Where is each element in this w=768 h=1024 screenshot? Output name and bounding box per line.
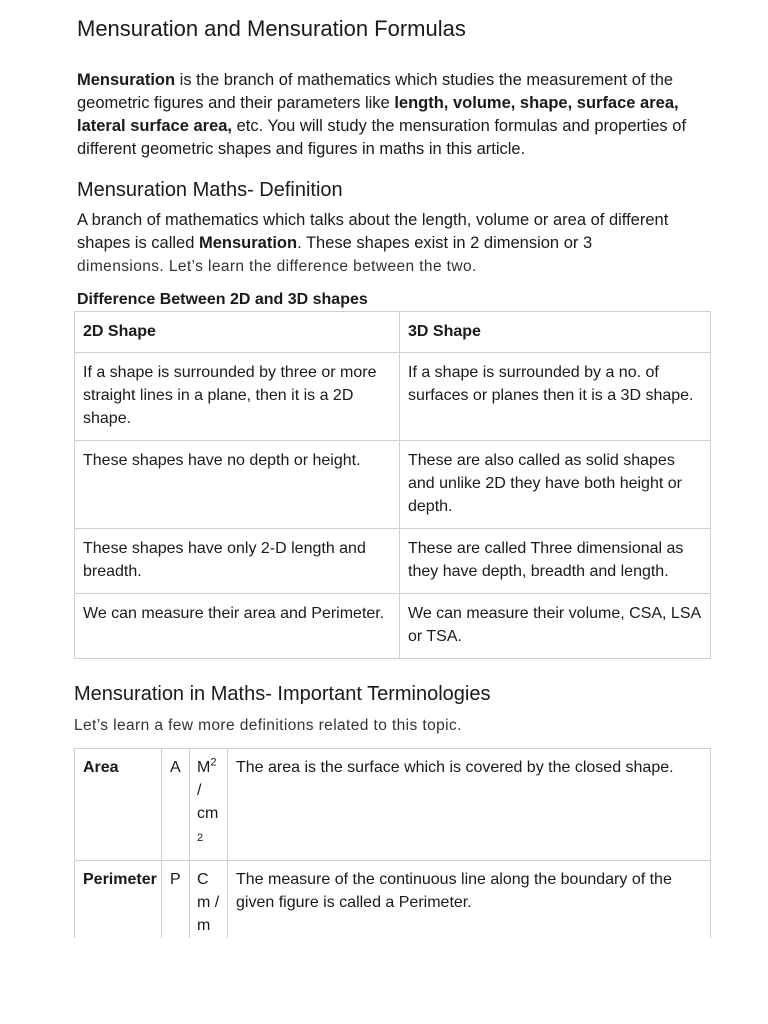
table-row: [75, 861, 711, 939]
unit-part-c: cm: [197, 805, 219, 822]
cell-3d: These are also called as solid shapes and unlike 2D they have both height or depth.: [400, 441, 711, 529]
term-symbol: P: [162, 861, 190, 939]
term-name: Area: [75, 749, 162, 861]
intro-bold-list: length, volume, shape, surface area, lateral surface area,: [77, 94, 679, 135]
difference-table-title: Difference Between 2D and 3D shapes: [77, 291, 368, 308]
cell-3d: If a shape is surrounded by a no. of surfaces or planes then it is a 3D shape.: [400, 353, 711, 441]
unit-part-a-sup: 2: [210, 756, 217, 769]
intro-term: Mensuration: [77, 71, 176, 89]
unit-part-c-sup: 2: [197, 832, 204, 844]
term-name: Perimeter: [75, 861, 162, 939]
header-2d-shape: 2D Shape: [75, 312, 400, 353]
unit-part-c: m: [197, 917, 211, 934]
definition-text-1: A branch of mathematics which talks about the length, volume or area of different shapes is called: [77, 211, 669, 252]
cell-3d: These are called Three dimensional as they have depth, breadth and length.: [400, 529, 711, 594]
page-title: Mensuration and Mensuration Formulas: [77, 16, 466, 41]
cell-3d: We can measure their volume, CSA, LSA or TSA.: [400, 594, 711, 659]
term-unit: [190, 861, 228, 939]
term-description: The measure of the continuous line along the boundary of the given figure is called a Perimeter.: [228, 861, 711, 939]
cell-2d: These shapes have no depth or height.: [75, 441, 400, 529]
table-row: [75, 441, 711, 529]
unit-part-a: M: [197, 759, 211, 776]
cell-2d: We can measure their area and Perimeter.: [75, 594, 400, 659]
table-row: [75, 594, 711, 659]
term-unit: [190, 749, 228, 861]
table-header-row: [75, 312, 711, 353]
term-description: The area is the surface which is covered by the closed shape.: [228, 749, 711, 861]
unit-part-b: /: [197, 782, 202, 799]
intro-paragraph: [77, 69, 717, 161]
definition-heading: Mensuration Maths- Definition: [77, 179, 343, 201]
definition-text-3: dimensions. Let’s learn the difference between the two.: [77, 258, 477, 275]
cell-2d: If a shape is surrounded by three or more straight lines in a plane, then it is a 2D shape.: [75, 353, 400, 441]
table-row: [75, 353, 711, 441]
difference-table: [74, 311, 711, 659]
terminologies-intro: Let’s learn a few more definitions related to this topic.: [74, 717, 462, 734]
definition-term: Mensuration: [199, 234, 298, 252]
unit-part-a: C: [197, 871, 209, 888]
terminologies-heading: Mensuration in Maths- Important Terminologies: [74, 683, 491, 705]
terminologies-table: [74, 748, 711, 938]
definition-text-2: . These shapes exist in 2 dimension or 3: [297, 234, 593, 252]
definition-paragraph: [77, 209, 717, 278]
term-symbol: A: [162, 749, 190, 861]
intro-text-2: etc. You will study the mensuration formulas and properties of different geometric shapes and figures in maths in this article.: [77, 117, 687, 158]
table-row: [75, 529, 711, 594]
terminologies-table-wrapper: [74, 748, 711, 938]
header-3d-shape: 3D Shape: [400, 312, 711, 353]
unit-part-b: m /: [197, 894, 220, 911]
cell-2d: These shapes have only 2-D length and breadth.: [75, 529, 400, 594]
table-row: [75, 749, 711, 861]
intro-text-1: is the branch of mathematics which studies the measurement of the geometric figures and their parameters like: [77, 71, 674, 112]
